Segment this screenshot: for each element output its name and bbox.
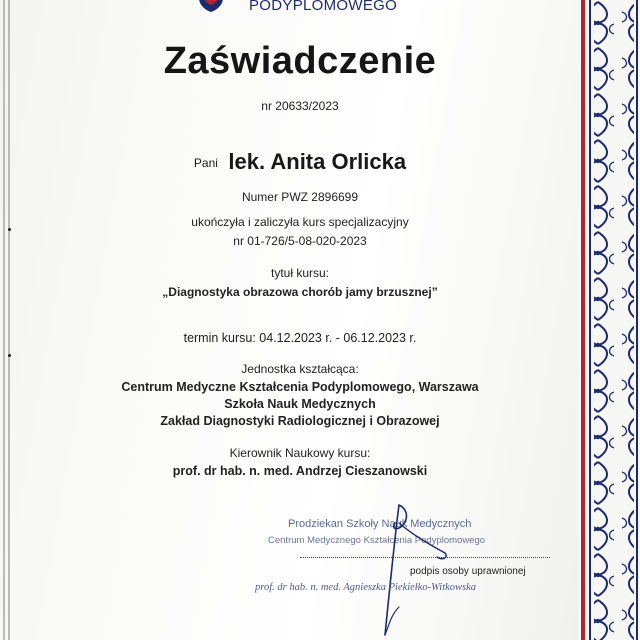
training-unit-line: Zakład Diagnostyki Radiologicznej i Obrazowej — [160, 414, 440, 428]
salutation: Pani — [193, 156, 218, 170]
punch-dot — [8, 354, 11, 357]
course-term: termin kursu: 04.12.2023 r. - 06.12.2023 r. — [183, 331, 417, 345]
decorative-border — [578, 0, 640, 640]
certificate-number: nr 20633/2023 — [261, 99, 339, 113]
institution-logo-icon — [197, 0, 225, 12]
signer-name: prof. dr hab. n. med. Agnieszka Piekiełko-Witkowska — [255, 582, 477, 593]
signature-caption: podpis osoby uprawnionej — [410, 566, 526, 577]
left-edge-rule — [8, 0, 10, 640]
course-number: nr 01-726/5-08-020-2023 — [233, 234, 367, 248]
stamp-line: Prodziekan Szkoły Nauk Medycznych — [288, 518, 472, 530]
pwz-number: Numer PWZ 2896699 — [241, 190, 359, 204]
training-unit-line: Szkoła Nauk Medycznych — [224, 397, 376, 411]
training-unit-line: Centrum Medyczne Kształcenia Podyplomowego, Warszawa — [121, 380, 479, 394]
supervisor-label: Kierownik Naukowy kursu: — [229, 446, 371, 460]
recipient-row — [0, 149, 600, 175]
recipient-name: lek. Anita Orlicka — [228, 149, 407, 174]
stamp-line: Centrum Medycznego Kształcenia Podyplomowego — [268, 535, 486, 546]
completion-text: ukończyła i zaliczyła kurs specjalizacyjny — [191, 215, 409, 229]
supervisor-name: prof. dr hab. n. med. Andrzej Cieszanowski — [172, 464, 428, 478]
course-title: „Diagnostyka obrazowa chorób jamy brzusznej” — [162, 285, 438, 299]
left-edge-rule — [3, 0, 5, 640]
certificate-title: Zaświadczenie — [163, 40, 437, 82]
course-title-label: tytuł kursu: — [270, 266, 330, 280]
signature-line — [300, 557, 550, 558]
training-unit-label: Jednostka kształcąca: — [241, 362, 359, 376]
header-subtitle: PODYPLOMOWEGO — [249, 0, 398, 14]
